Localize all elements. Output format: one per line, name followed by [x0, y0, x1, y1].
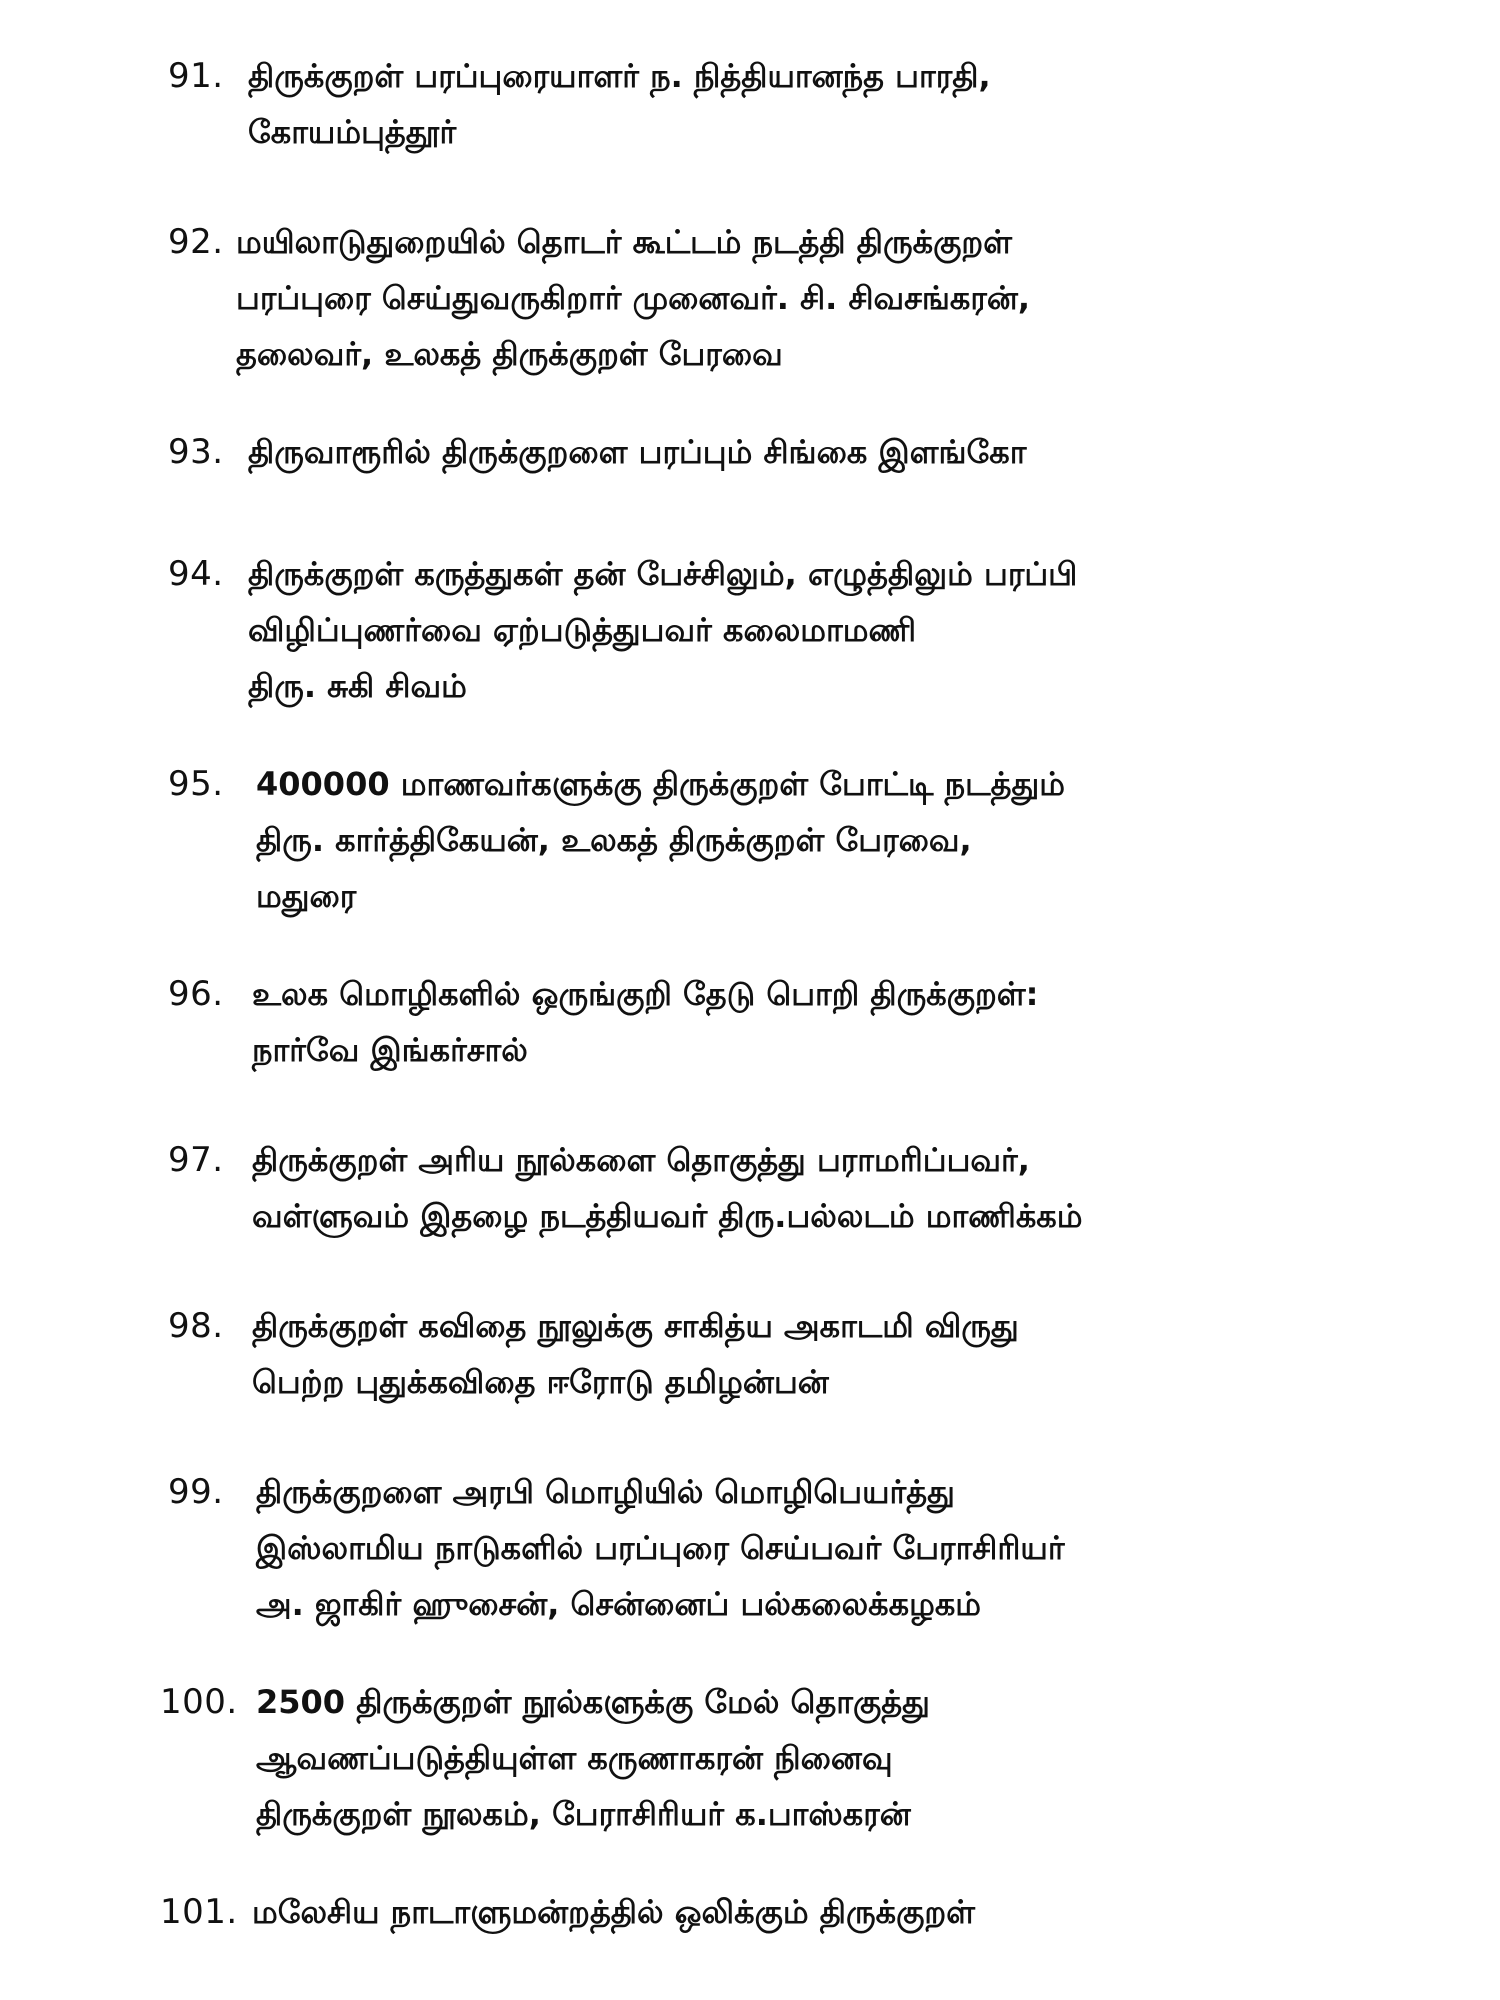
- item-text-line: விழிப்புணர்வை ஏற்படுத்துபவர் கலைமாமணி: [248, 611, 917, 649]
- list-item: [0, 424, 1500, 480]
- list-item: [0, 214, 1500, 382]
- item-text-line: கோயம்புத்தூர்: [248, 113, 457, 151]
- item-text-line: பெற்ற புதுக்கவிதை ஈரோடு தமிழன்பன்: [252, 1363, 829, 1401]
- item-text-line: ஆவணப்படுத்தியுள்ள கருணாகரன் நினைவு: [256, 1739, 893, 1777]
- item-text-line: நார்வே இங்கர்சால்: [252, 1031, 528, 1069]
- item-text-line: மயிலாடுதுறையில் தொடர் கூட்டம் நடத்தி திருக்குறள்: [236, 223, 1012, 261]
- list-item: [0, 1464, 1500, 1632]
- item-text-line: வள்ளுவம் இதழை நடத்தியவர் திரு.பல்லடம் மாணிக்கம்: [252, 1197, 1083, 1235]
- item-number: 100.: [160, 1682, 238, 1722]
- list-item: [0, 48, 1500, 160]
- item-number: 97.: [168, 1140, 224, 1180]
- item-text-line: திருக்குறள் அரிய நூல்களை தொகுத்து பராமரிப்பவர்,: [252, 1141, 1030, 1179]
- item-text-line: 2500 திருக்குறள் நூல்களுக்கு மேல் தொகுத்து: [256, 1683, 930, 1721]
- item-text-line: தலைவர், உலகத் திருக்குறள் பேரவை: [236, 335, 783, 373]
- item-text-line: 400000 மாணவர்களுக்கு திருக்குறள் போட்டி நடத்தும்: [256, 765, 1065, 803]
- item-number: 101.: [160, 1892, 238, 1932]
- item-text-line: திருக்குறளை அரபி மொழியில் மொழிபெயர்த்து: [256, 1473, 955, 1511]
- item-number: 99.: [168, 1472, 224, 1512]
- item-text-line: உலக மொழிகளில் ஒருங்குறி தேடு பொறி திருக்குறள்:: [252, 975, 1039, 1013]
- item-number: 98.: [168, 1306, 224, 1346]
- item-text-line: திருக்குறள் நூலகம், பேராசிரியர் க.பாஸ்கரன்: [256, 1795, 911, 1833]
- item-number: 91.: [168, 56, 224, 96]
- list-item: [0, 546, 1500, 714]
- item-text-line: பரப்புரை செய்துவருகிறார் முனைவர். சி. சிவசங்கரன்,: [236, 279, 1031, 317]
- list-item: [0, 1884, 1500, 1940]
- list-item: [0, 1674, 1500, 1842]
- item-text-line: திருக்குறள் கவிதை நூலுக்கு சாகித்ய அகாடமி விருது: [252, 1307, 1019, 1345]
- item-text-line: திருக்குறள் கருத்துகள் தன் பேச்சிலும், எழுத்திலும் பரப்பி: [248, 555, 1078, 593]
- item-text-line: அ. ஜாகிர் ஹுசைன், சென்னைப் பல்கலைக்கழகம்: [256, 1585, 982, 1623]
- item-number: 96.: [168, 974, 224, 1014]
- item-text-line: திரு. கார்த்திகேயன், உலகத் திருக்குறள் பேரவை,: [256, 821, 972, 859]
- item-text-line: திருக்குறள் பரப்புரையாளர் ந. நித்தியானந்த பாரதி,: [248, 57, 991, 95]
- list-item: [0, 756, 1500, 924]
- item-text-line: மதுரை: [256, 877, 357, 915]
- item-text-line: திருவாரூரில் திருக்குறளை பரப்பும் சிங்கை இளங்கோ: [248, 433, 1027, 471]
- item-text-line: இஸ்லாமிய நாடுகளில் பரப்புரை செய்பவர் பேராசிரியர்: [256, 1529, 1065, 1567]
- list-item: [0, 1298, 1500, 1410]
- list-item: [0, 1132, 1500, 1244]
- item-number: 92.: [168, 222, 224, 262]
- item-number: 94.: [168, 554, 224, 594]
- item-text-line: மலேசிய நாடாளுமன்றத்தில் ஒலிக்கும் திருக்குறள்: [252, 1893, 975, 1931]
- list-item: [0, 966, 1500, 1078]
- item-number: 95.: [168, 764, 224, 804]
- item-number: 93.: [168, 432, 224, 472]
- item-text-line: திரு. சுகி சிவம்: [248, 667, 467, 705]
